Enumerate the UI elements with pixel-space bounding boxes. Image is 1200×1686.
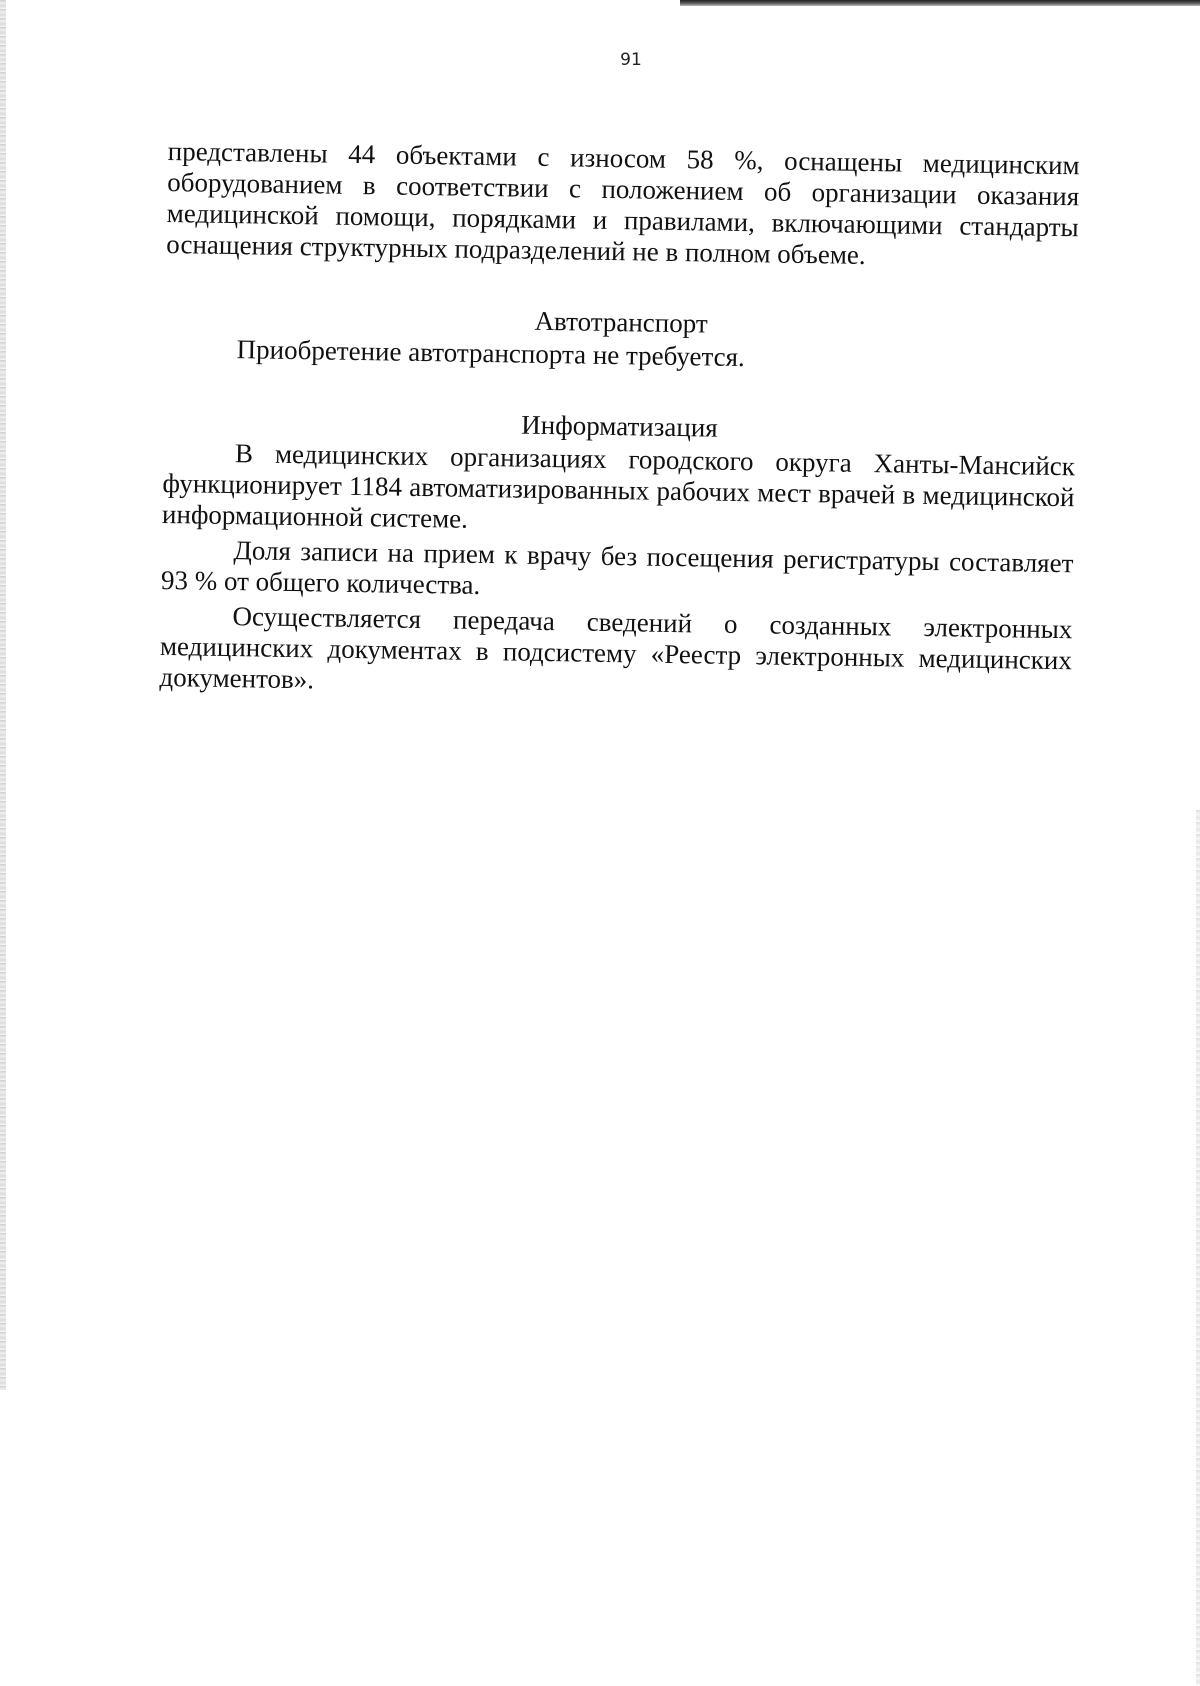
section-heading-transport: Автотранспорт: [534, 305, 708, 339]
paragraph-online-appointments: Доля записи на прием к врачу без посещения регистратуры составляет 93 % от общего количества.: [160, 535, 1074, 600]
paragraph-document-registry: Осуществляется передача сведений о созданных электронных медицинских документах в подсистему «Реестр электронных медицинских документов».: [159, 601, 1073, 695]
intro-paragraph: представлены 44 объектами с износом 58 %, оснащены медицинским оборудованием в соответствии с положением об организации оказания медицинской помощи, порядками и правилами, включающими стандарты оснащения структурных подразделений не в полном объеме.: [166, 136, 1080, 270]
scan-edge-right: [1196, 810, 1200, 1686]
paragraph-workstations: В медицинских организациях городского округа Ханты-Мансийск функционирует 1184 автоматизированных рабочих мест врачей в медицинской информационной системе.: [161, 438, 1076, 534]
paragraph-transport: Приобретение автотранспорта не требуется.: [236, 334, 745, 373]
scan-edge-left: [0, 0, 6, 1390]
document-body: [159, 136, 1080, 707]
page-number: 91: [620, 50, 642, 70]
scan-top-bar: [680, 0, 1200, 6]
section-heading-informatization: Информатизация: [521, 409, 718, 443]
